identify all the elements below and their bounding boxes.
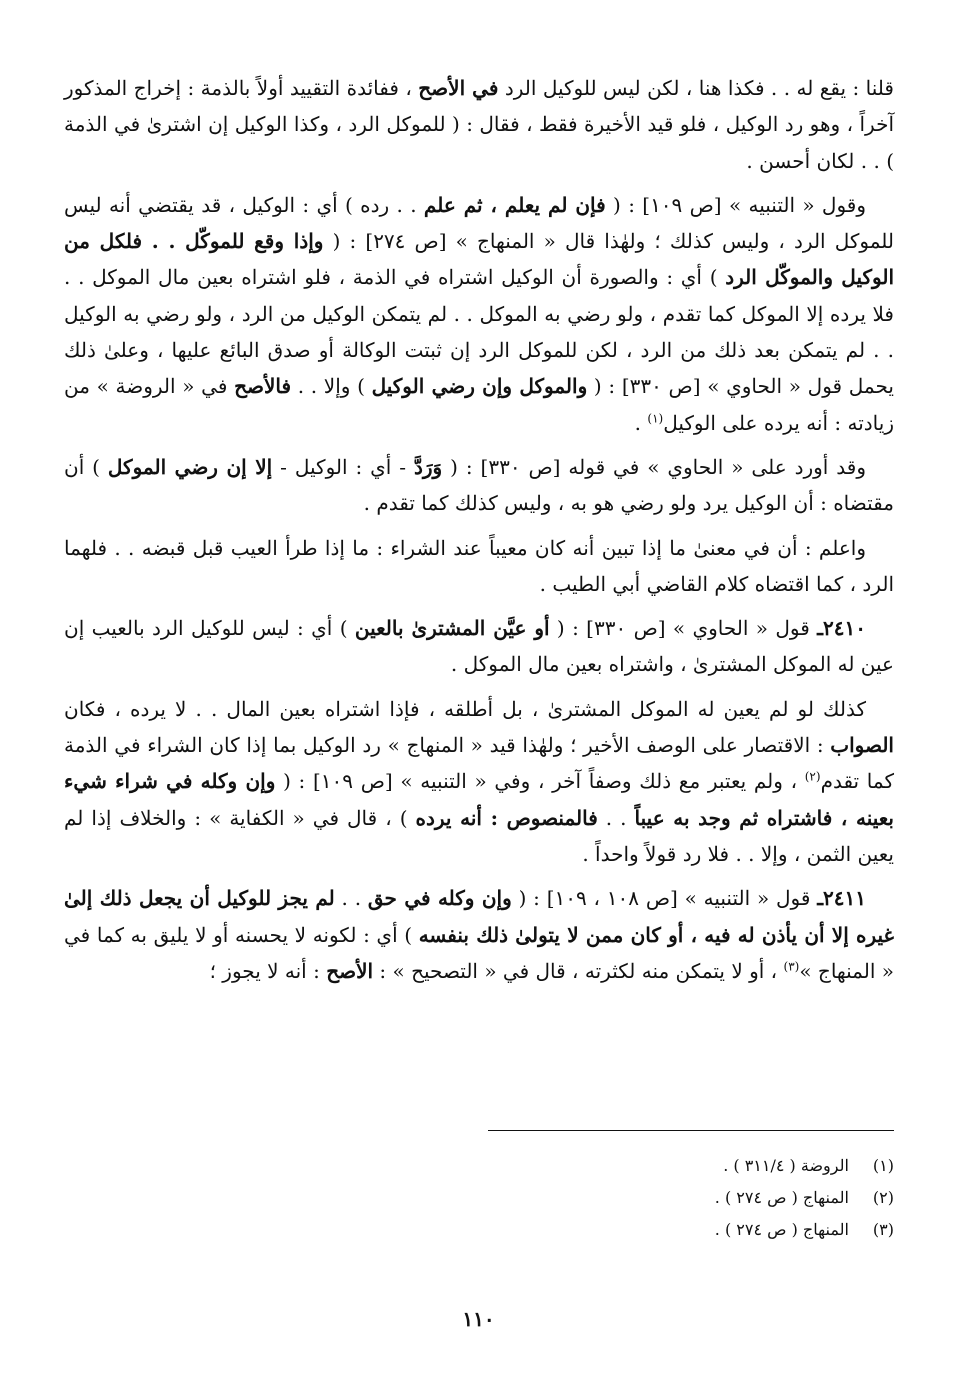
text-segment: - أي : الوكيل -: [272, 454, 414, 479]
footnotes: [64, 1150, 894, 1246]
bold-text-segment: لم يجز للوكيل أن يجعل ذلك إلىٰ غيره إلا أن يأذن له فيه ، أو كان ممن لا يتولىٰ ذلك بنفسه: [64, 886, 894, 947]
paragraph-p1: [64, 70, 894, 179]
text-segment: ) أي : والصورة أن الوكيل اشتراه في الذمة ، فلو اشتراه بعين مال الموكل . . فلا يرده إلا الموكل كما تقدم ، ولو رضي به الموكل . . لم يتمكن الوكيل من الرد ، ولو رضي به الوكيل . . لم يتمكن بعد ذلك من الرد ، لكن للموكل الرد إن ثبتت الوكالة أو صدق البائع عليها ، وعلىٰ ذلك يحمل قول « الحاوي » [ص ٣٣٠] : (: [64, 265, 894, 399]
text-segment: ) أي : ليس للوكيل الرد بالعيب إن عين له الموكل المشترىٰ ، واشتراه بعين مال الموكل .: [64, 616, 894, 677]
text-segment: قول « التنبيه » [ص ١٠٨ ، ١٠٩] : (: [511, 886, 818, 911]
footnote-number: (١): [872, 1156, 894, 1175]
text-segment: . . رده ) أي : الوكيل ، قد يقتضي أنه ليس للموكل الرد ، وليس كذلك ؛ ولهٰذا قال « المنهاج » [ص ٢٧٤] : (: [64, 192, 894, 254]
footnote-text: الروضة ( ٣١١/٤ ) .: [723, 1156, 849, 1175]
text-segment: .: [634, 410, 648, 435]
footnote-text: المنهاج ( ص ٢٧٤ ) .: [714, 1188, 849, 1207]
footnote-3: [64, 1214, 894, 1246]
footnote-separator: [488, 1130, 894, 1131]
paragraph-p5: [64, 610, 894, 683]
page-number: ١١٠: [462, 1307, 495, 1331]
text-segment: ) ، قال في « الكفاية » : والخلاف إذا لم يعين الثمن ، وإلا . . فلا رد قولاً واحداً .: [64, 805, 894, 866]
text-segment: وقد أورد على « الحاوي » في قوله [ص ٣٣٠] : (: [442, 454, 867, 479]
footnote-2: [64, 1182, 894, 1214]
paragraph-p2: [64, 187, 894, 441]
text-segment: واعلم : أن في معنىٰ ما إذا تبين أنه كان معيباً عند الشراء : ما إذا طرأ العيب قبل قبضه . . فلهما الرد ، كما اقتضاه كلام القاضي أبي الطيب .: [64, 535, 894, 596]
footnote-1: [64, 1150, 894, 1182]
text-segment: قلنا : يقع له . . فكذا هنا ، لكن ليس للوكيل الرد: [498, 76, 894, 100]
paragraph-p3: [64, 449, 894, 522]
footnote-text: المنهاج ( ص ٢٧٤ ) .: [714, 1220, 849, 1239]
bold-text-segment: والموكل وإن رضي الوكيل: [371, 374, 588, 399]
footnote-number: (٢): [872, 1188, 894, 1207]
bold-text-segment: أو عيَّن المشترىٰ بالعين: [354, 616, 550, 641]
footnote-reference: (١): [647, 411, 664, 426]
text-segment: وقول « التنبيه » [ص ١٠٩] : (: [605, 192, 867, 217]
bold-text-segment: فالمنصوص : أنه يرده: [415, 805, 598, 830]
text-segment: ، ففائدة التقييد أولاً بالذمة : إخراج المذكور آخراً ، وهو رد الوكيل ، فلو قيد الأخيرة فقط ، فقال : ( للموكل الرد ، وكذا الوكيل إن اشترىٰ في الذمة ) . . لكان أحسن .: [64, 76, 894, 173]
main-text: [64, 70, 894, 989]
bold-text-segment: وَرَدَّ: [413, 454, 443, 479]
bold-text-segment: في الأصح: [418, 76, 499, 100]
text-segment: ، أو لا يتمكن منه لكثرته ، قال في « التصحيح » :: [373, 958, 784, 983]
bold-text-segment: فإن لم يعلم ، ثم علم: [423, 192, 606, 217]
paragraph-p4: [64, 530, 894, 603]
bold-text-segment: ٢٤١٠ـ: [817, 616, 866, 641]
bold-text-segment: ٢٤١١ـ: [817, 886, 867, 911]
text-segment: ، ولم يعتبر مع ذلك وصفاً آخر ، وفي « التنبيه » [ص ١٠٩] : (: [275, 769, 805, 794]
bold-text-segment: فالأصح: [234, 374, 292, 399]
bold-text-segment: الأصح: [326, 958, 374, 983]
text-segment: ) أن مقتضاه : أن الوكيل يرد ولو رضي هو به ، وليس كذلك كما تقدم .: [64, 454, 894, 516]
text-segment: ) أي : لكونه لا يحسنه أو لا يليق به كما في « المنهاج »: [64, 922, 894, 983]
text-segment: : الاقتصار على الوصف الأخير ؛ ولهٰذا قيد « المنهاج » رد الوكيل بما إذا كان الشراء في الذمة كما تقدم: [64, 733, 894, 794]
paragraph-p6: [64, 691, 894, 872]
text-segment: : أنه لا يجوز ؛: [209, 958, 327, 983]
text-segment: قول « الحاوي » [ص ٣٣٠] : (: [549, 616, 818, 641]
footnote-reference: (٢): [804, 769, 821, 784]
paragraph-p7: [64, 880, 894, 989]
bold-text-segment: إلا إن رضي الموكل: [107, 454, 273, 479]
bold-text-segment: وإن وكله في حق: [367, 886, 512, 911]
text-segment: ) وإلا . .: [291, 374, 372, 399]
text-segment: . .: [334, 886, 368, 911]
footnote-reference: (٣): [783, 959, 800, 974]
text-segment: . .: [597, 805, 635, 830]
text-segment: في « الروضة » من زيادته : أنه يرده على الوكيل: [64, 374, 894, 435]
bold-text-segment: الصواب: [830, 733, 894, 758]
bold-text-segment: وإذا وقع للموكّل . . فلكل من الوكيل والموكّل الرد: [64, 229, 894, 290]
text-segment: كذلك لو لم يعين له الموكل المشترىٰ ، بل أطلقه ، فإذا اشتراه بعين المال . . لا يرده ، فكان: [64, 696, 866, 721]
footnote-number: (٣): [872, 1220, 894, 1239]
bold-text-segment: وإن وكله في شراء شيء بعينه ، فاشتراه ثم وجد به عيباً: [64, 769, 894, 830]
